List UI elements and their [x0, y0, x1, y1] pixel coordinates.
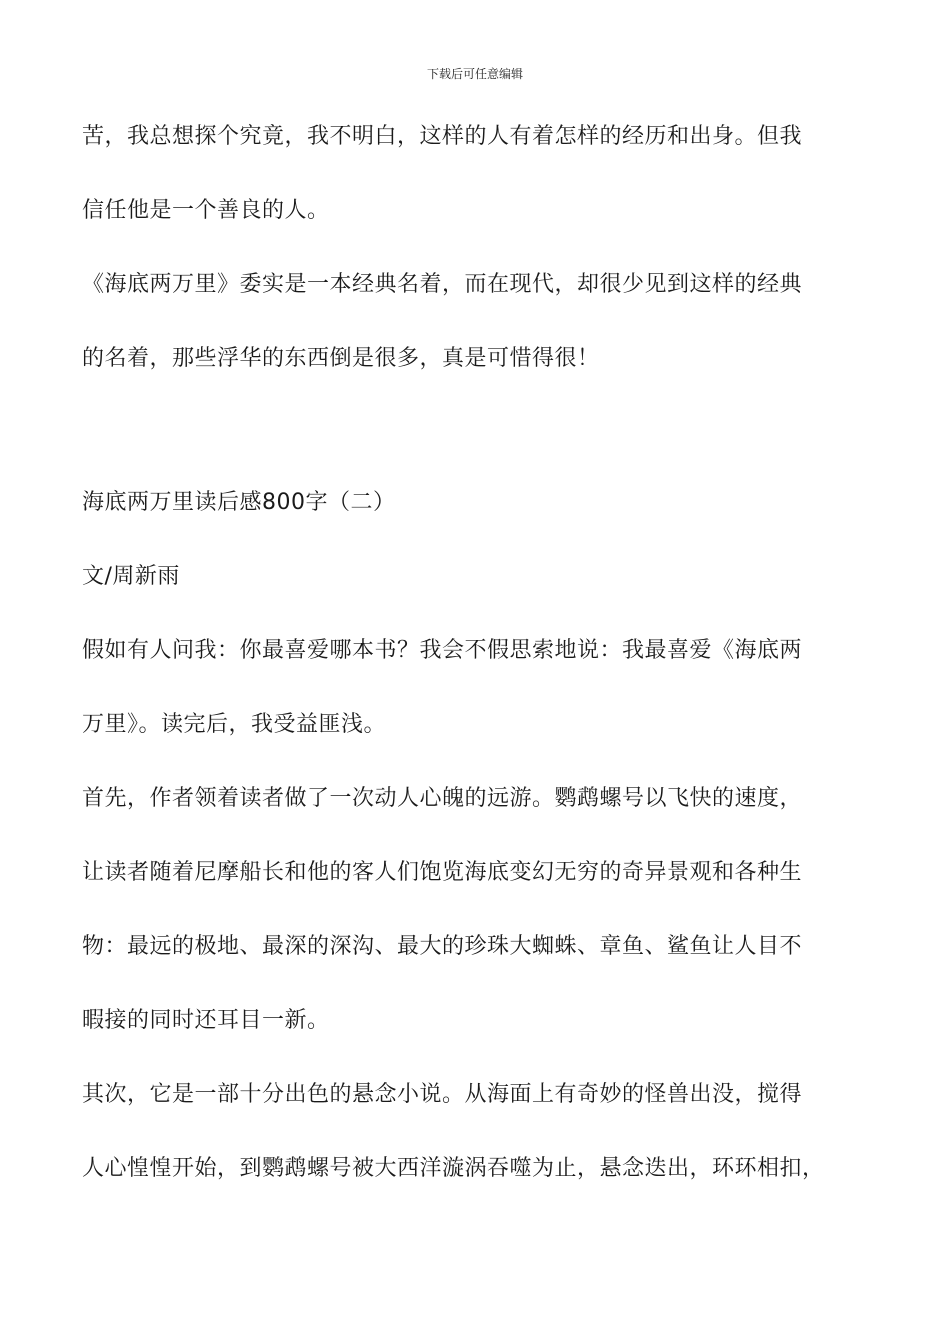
- paragraph-line: 其次，它是一部十分出色的悬念小说。从海面上有奇妙的怪兽出没，搅得: [82, 1082, 803, 1107]
- paragraph-line: 的名着，那些浮华的东西倒是很多，真是可惜得很！: [82, 346, 600, 371]
- paragraph-line: 暇接的同时还耳目一新。: [82, 1008, 330, 1033]
- paragraph-line: 假如有人问我：你最喜爱哪本书？我会不假思索地说：我最喜爱《海底两: [82, 638, 803, 663]
- paragraph-line: 苦，我总想探个究竟，我不明白，这样的人有着怎样的经历和出身。但我: [82, 124, 803, 149]
- section-title: 海底两万里读后感800字（二）: [82, 490, 396, 515]
- paragraph-line: 信任他是一个善良的人。: [82, 198, 330, 223]
- paragraph-line: 万里》。读完后，我受益匪浅。: [82, 712, 387, 737]
- page-header-note: 下载后可任意编辑: [426, 67, 523, 81]
- paragraph-line: 《海底两万里》委实是一本经典名着，而在现代，却很少见到这样的经典: [82, 272, 803, 297]
- paragraph-line: 让读者随着尼摩船长和他的客人们饱览海底变幻无穷的奇异景观和各种生: [82, 860, 803, 885]
- paragraph-line: 物：最远的极地、最深的深沟、最大的珍珠大蜘蛛、章鱼、鲨鱼让人目不: [82, 934, 803, 959]
- author-line: 文/周新雨: [82, 564, 180, 589]
- paragraph-line: 首先，作者领着读者做了一次动人心魄的远游。鹦鹉螺号以飞快的速度，: [82, 786, 803, 811]
- paragraph-line: 人心惶惶开始，到鹦鹉螺号被大西洋漩涡吞噬为止，悬念迭出，环环相扣，: [82, 1156, 825, 1181]
